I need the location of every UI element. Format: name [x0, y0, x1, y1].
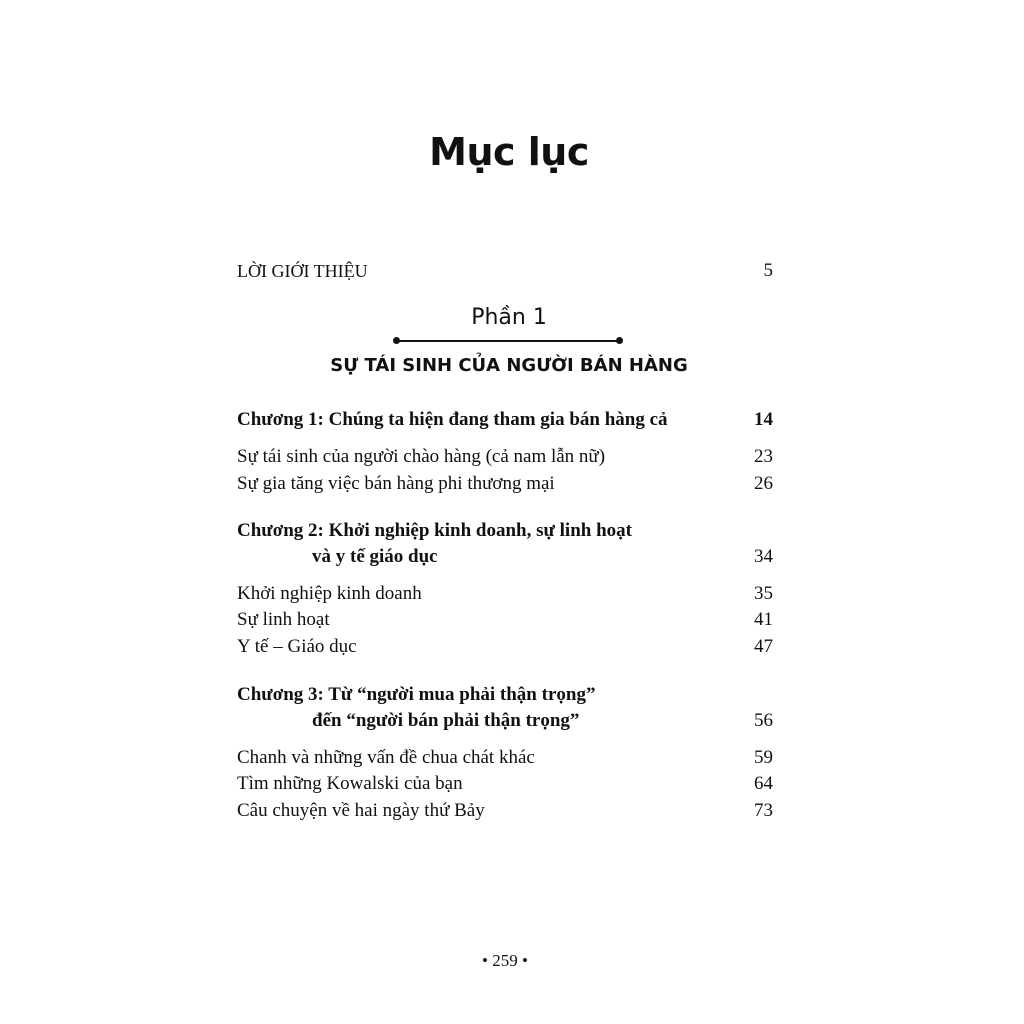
toc-entry-label: LỜI GIỚI THIỆU: [237, 261, 368, 281]
toc-entry-label: Chương 3: Từ “người mua phải thận trọng”: [237, 684, 596, 705]
part-divider: [396, 340, 620, 342]
divider-dot-left: [393, 337, 400, 344]
toc-entry-label: Khởi nghiệp kinh doanh: [237, 583, 422, 604]
toc-entry-page: 23: [754, 446, 773, 467]
toc-entry-page: 26: [754, 473, 773, 494]
toc-entry-page: 41: [754, 609, 773, 630]
toc-entry-label: đến “người bán phải thận trọng”: [312, 710, 580, 731]
toc-entry-label: Chương 1: Chúng ta hiện đang tham gia bán hàng cả: [237, 409, 668, 430]
page-number: • 259 •: [482, 951, 528, 970]
toc-entry-label: Tìm những Kowalski của bạn: [237, 773, 463, 794]
toc-entry-page: 56: [754, 710, 773, 731]
toc-entry-label: Sự gia tăng việc bán hàng phi thương mại: [237, 473, 555, 494]
toc-entry-page: 5: [763, 260, 773, 281]
toc-entry-label: Chanh và những vấn đề chua chát khác: [237, 747, 535, 768]
part-subtitle: SỰ TÁI SINH CỦA NGƯỜI BÁN HÀNG: [330, 355, 688, 376]
divider-dot-right: [616, 337, 623, 344]
toc-entry-label: Câu chuyện về hai ngày thứ Bảy: [237, 800, 485, 821]
toc-entry-page: 64: [754, 773, 773, 794]
page-title: Mục lục: [429, 130, 589, 174]
toc-entry-page: 47: [754, 636, 773, 657]
toc-entry-label: Sự tái sinh của người chào hàng (cả nam lẫn nữ): [237, 446, 606, 467]
toc-entry-page: 73: [754, 800, 773, 821]
toc-entry-page: 14: [754, 409, 773, 430]
part-title: Phần 1: [471, 305, 547, 330]
toc-entry-page: 34: [754, 546, 773, 567]
toc-entry-label: Y tế – Giáo dục: [237, 636, 357, 657]
toc-entry-label: Chương 2: Khởi nghiệp kinh doanh, sự linh hoạt: [237, 520, 632, 541]
toc-entry-page: 35: [754, 583, 773, 604]
toc-entry-page: 59: [754, 747, 773, 768]
toc-entry-label: và y tế giáo dục: [312, 546, 438, 567]
toc-entry-label: Sự linh hoạt: [237, 609, 330, 630]
